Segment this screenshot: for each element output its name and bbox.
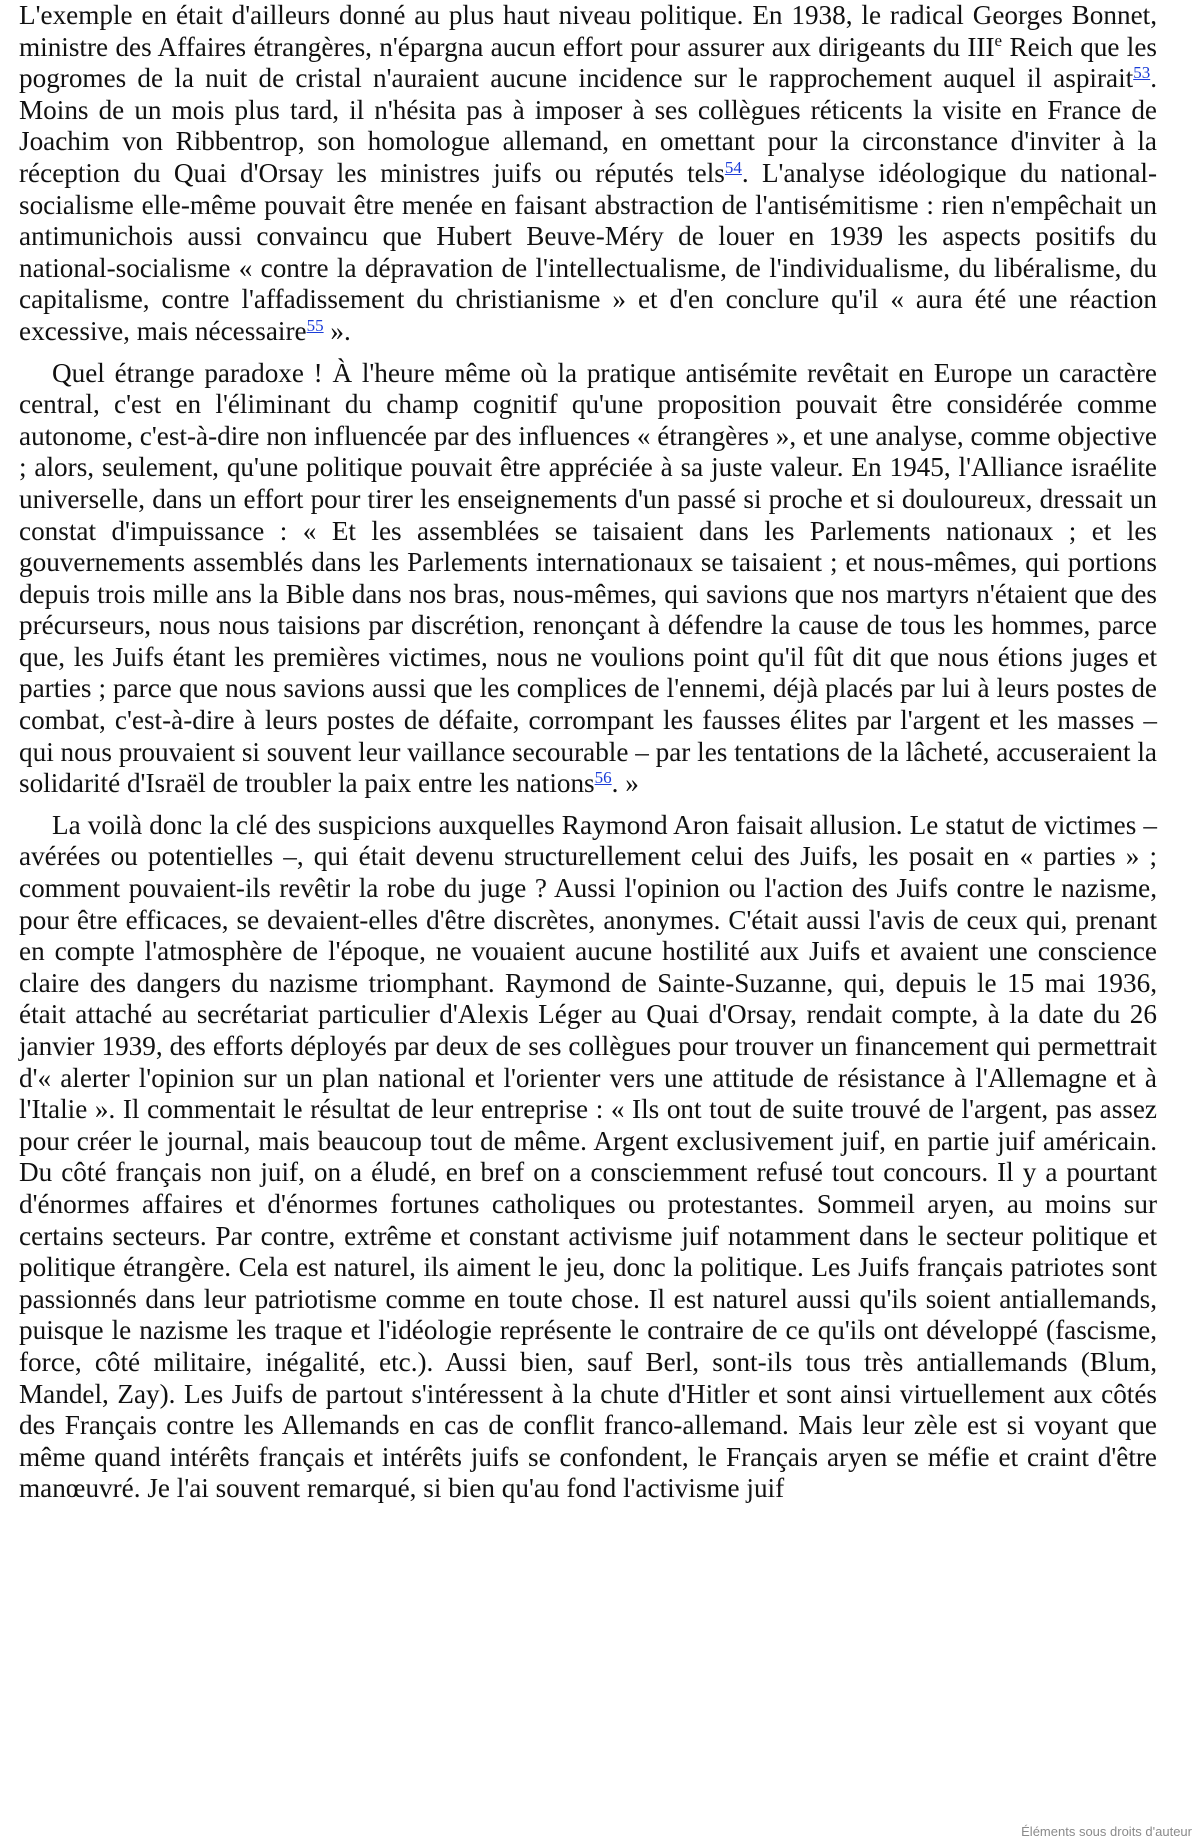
footnote-ref-56 [595,768,612,787]
footnote-ref-55 [307,316,324,335]
paragraph-text: La voilà donc la clé des suspicions auxquelles Raymond Aron faisait allusion. Le statut de victimes – avérées ou potentielles –, qui était devenu structurellement celui des Juifs, les posait en « parties » ; comment pouvaient-ils revêtir la robe du juge ? Aussi l'opinion ou l'action des Juifs contre le nazisme, pour être efficaces, se devaient-elles d'être discrètes, anonymes. C'était aussi l'avis de ceux qui, prenant en compte l'atmosphère de l'époque, ne vouaient aucune hostilité aux Juifs et avaient une conscience claire des dangers du nazisme triomphant. Raymond de Sainte-Suzanne, qui, depuis le 15 mai 1936, était attaché au secrétariat particulier d'Alexis Léger au Quai d'Orsay, rendait compte, à la date du 26 janvier 1939, des efforts déployés par deux de ses collègues pour trouver un financement qui permettrait d'« alerter l'opinion sur un plan national et l'orienter vers une attitude de résistance à l'Allemagne et à l'Italie ». Il commentait le résultat de leur entreprise : « Ils ont tout de suite trouvé de l'argent, pas assez pour créer le journal, mais beaucoup tout de même. Argent exclusivement juif, en partie juif américain. Du côté français non juif, on a éludé, en bref on a consciemment refusé tout concours. Il y a pourtant d'énormes affaires et d'énormes fortunes catholiques ou protestantes. Sommeil aryen, au moins sur certains secteurs. Par contre, extrême et constant activisme juif notamment dans le secteur politique et politique étrangère. Cela est naturel, ils aiment le jeu, donc la politique. Les Juifs français patriotes sont passionnés dans leur patriotisme comme en toute chose. Il est naturel aussi qu'ils soient antiallemands, puisque le nazisme les traque et l'idéologie représente le contraire de ce qu'ils ont développé (fascisme, force, côté militaire, inégalité, etc.). Aussi bien, sauf Berl, sont-ils tous très antiallemands (Blum, Mandel, Zay). Les Juifs de partout s'intéressent à la chute d'Hitler et sont ainsi virtuellement aux côtés des Français contre les Allemands en cas de conflit franco-allemand. Mais leur zèle est si voyant que même quand intérêts français et intérêts juifs se confondent, le Français aryen se méfie et craint d'être manœuvré. Je l'ai souvent remarqué, si bien qu'au fond l'activisme juif [19,809,1157,1504]
footnote-ref-54 [725,158,742,177]
paragraph-text: Reich que les pogromes de la nuit de cristal n'auraient aucune incidence sur le rapprochement auquel il aspirait [19,31,1158,94]
paragraph-text: . » [611,768,639,799]
paragraph-1 [19,0,1157,348]
paragraph-2 [19,358,1157,800]
copyright-watermark: Éléments sous droits d'auteur [1021,1824,1192,1839]
paragraph-text: L'exemple en était d'ailleurs donné au plus haut niveau politique. En 1938, le radical Georges Bonnet, ministre des Affaires étrangères, n'épargna aucun effort pour assurer aux dirigeants du III [19,0,1157,62]
paragraph-text: ». [323,315,351,346]
footnote-link-54[interactable]: 54 [724,157,742,177]
footnote-link-56[interactable]: 56 [594,768,612,788]
paragraph-text: . L'analyse idéologique du national-socialisme elle-même pouvait être menée en faisant abstraction de l'antisémitisme : rien n'empêchait un antimunichois aussi convaincu que Hubert Beuve-Méry de louer en 1939 les aspects positifs du national-socialisme « contre la dépravation de l'intellectualisme, de l'individualisme, du libéralisme, du capitalisme, contre l'affadissement du christianisme » et d'en conclure qu'il « aura été une réaction excessive, mais nécessaire [19,157,1158,346]
document-page [19,0,1157,1515]
footnote-link-55[interactable]: 55 [306,315,324,335]
footnote-ref-53 [1133,63,1150,82]
paragraph-text: Quel étrange paradoxe ! À l'heure même où la pratique antisémite revêtait en Europe un caractère central, c'est en l'éliminant du champ cognitif qu'une proposition pouvait être considérée comme autonome, c'est-à-dire non influencée par des influences « étrangères », et une analyse, comme objective ; alors, seulement, qu'une politique pouvait être appréciée à sa juste valeur. En 1945, l'Alliance israélite universelle, dans un effort pour tirer les enseignements d'un passé si proche et si douloureux, dressait un constat d'impuissance : « Et les assemblées se taisaient dans les Parlements nationaux ; et les gouvernements assemblés dans les Parlements internationaux se taisaient ; et nous-mêmes, qui portions depuis trois mille ans la Bible dans nos bras, nous-mêmes, qui savions que nos martyrs n'étaient que des précurseurs, nous nous taisions par discrétion, renonçant à défendre la cause de tous les hommes, parce que, les Juifs étant les premières victimes, nous ne voulions point qu'il fût dit que nous étions juges et parties ; parce que nous savions aussi que les complices de l'ennemi, déjà placés par lui à leurs postes de combat, c'est-à-dire à leurs postes de défaite, corrompant les fausses élites par l'argent et les masses – qui nous prouvaient si souvent leur vaillance secourable – par les tentations de la lâcheté, accuseraient la solidarité d'Israël de troubler la paix entre les nations [19,357,1157,799]
paragraph-text: . Moins de un mois plus tard, il n'hésita pas à imposer à ses collègues réticents la visite en France de Joachim von Ribbentrop, son homologue allemand, en omettant pour la circonstance d'inviter à la réception du Quai d'Orsay les ministres juifs ou réputés tels [19,63,1157,188]
paragraph-3 [19,810,1157,1505]
footnote-link-53[interactable]: 53 [1133,63,1151,83]
ordinal-superscript: e [994,30,1003,50]
